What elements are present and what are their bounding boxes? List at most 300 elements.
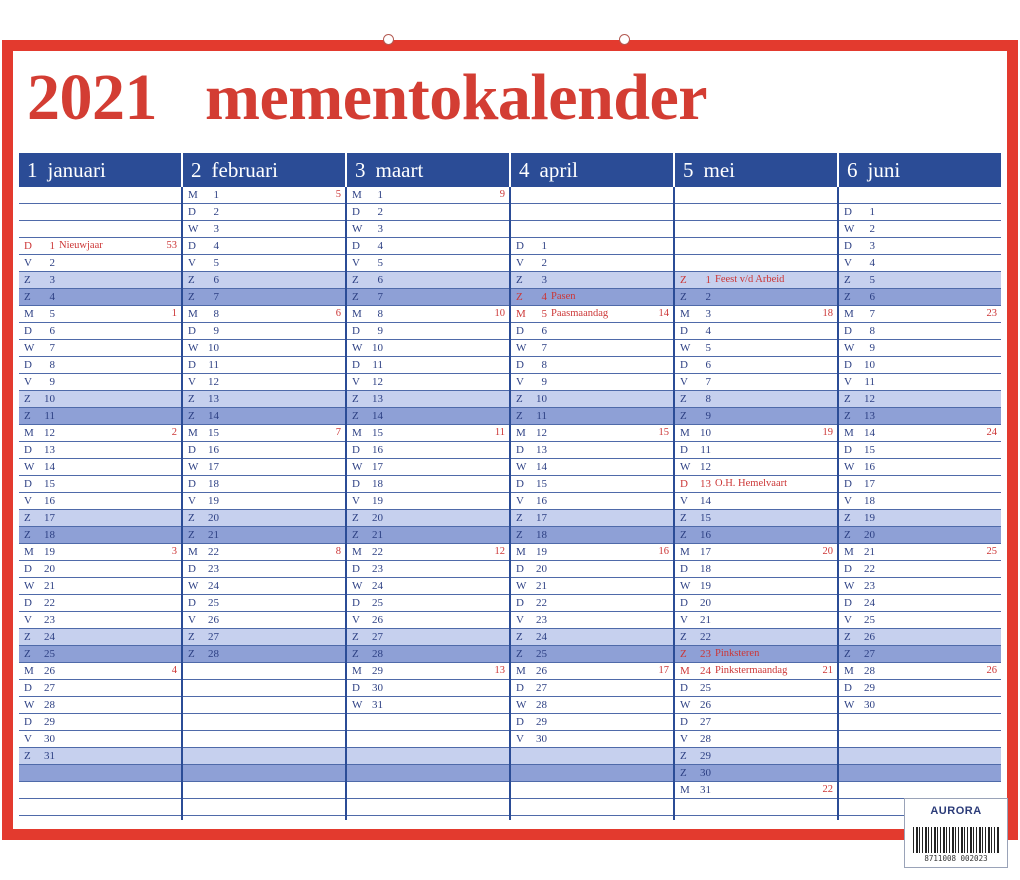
day-number: 22 — [536, 597, 547, 609]
weekday-letter: Z — [24, 393, 31, 405]
day-row — [183, 306, 345, 323]
day-number: 18 — [864, 495, 875, 507]
empty-row — [347, 799, 509, 816]
column-divider — [181, 187, 183, 820]
day-row — [675, 629, 837, 646]
day-row — [675, 357, 837, 374]
hanging-hole-left — [383, 34, 394, 45]
day-number: 27 — [44, 682, 55, 694]
day-row — [19, 663, 181, 680]
day-row — [839, 391, 1001, 408]
day-number: 12 — [864, 393, 875, 405]
weekday-letter: V — [24, 376, 32, 388]
weekday-letter: W — [188, 342, 199, 354]
holiday-label: Paasmaandag — [551, 308, 609, 319]
day-number: 5 — [213, 257, 219, 269]
empty-row — [675, 255, 837, 272]
empty-row — [347, 731, 509, 748]
day-row — [675, 731, 837, 748]
day-row — [347, 408, 509, 425]
day-number: 27 — [536, 682, 547, 694]
day-row — [347, 646, 509, 663]
day-number: 11 — [44, 410, 55, 422]
day-number: 25 — [864, 614, 875, 626]
day-row — [511, 544, 673, 561]
empty-row — [19, 204, 181, 221]
day-number: 13 — [864, 410, 875, 422]
day-number: 19 — [372, 495, 383, 507]
weekday-letter: D — [680, 325, 688, 337]
weekday-letter: D — [516, 597, 524, 609]
weekday-letter: W — [516, 342, 527, 354]
weekday-letter: Z — [516, 512, 523, 524]
day-number: 17 — [372, 461, 383, 473]
day-number: 10 — [536, 393, 547, 405]
holiday-label: O.H. Hemelvaart — [715, 478, 788, 489]
weekday-letter: D — [188, 359, 196, 371]
month-number: 5 — [683, 158, 694, 182]
day-list — [675, 187, 837, 820]
day-number: 2 — [49, 257, 55, 269]
day-number: 25 — [700, 682, 711, 694]
weekday-letter: M — [188, 308, 198, 320]
day-number: 1 — [49, 240, 55, 252]
day-number: 20 — [208, 512, 219, 524]
weekday-letter: Z — [680, 274, 687, 286]
day-row — [675, 680, 837, 697]
day-row — [183, 408, 345, 425]
day-row — [675, 408, 837, 425]
day-number: 14 — [372, 410, 383, 422]
weekday-letter: Z — [844, 512, 851, 524]
weekday-letter: V — [24, 733, 32, 745]
weekday-letter: D — [516, 359, 524, 371]
empty-row — [511, 799, 673, 816]
empty-row — [839, 782, 1001, 799]
day-row — [347, 374, 509, 391]
weekday-letter: V — [844, 614, 852, 626]
month-column — [347, 153, 509, 820]
weekday-letter: D — [352, 325, 360, 337]
weekday-letter: M — [352, 546, 362, 558]
weekday-letter: M — [352, 308, 362, 320]
weekday-letter: D — [844, 444, 852, 456]
day-row — [839, 476, 1001, 493]
week-number: 4 — [171, 665, 177, 676]
day-row — [511, 578, 673, 595]
weekday-letter: Z — [188, 410, 195, 422]
day-number: 15 — [44, 478, 55, 490]
day-row — [839, 204, 1001, 221]
brand-label — [904, 798, 1008, 868]
day-number: 3 — [213, 223, 219, 235]
day-row — [675, 493, 837, 510]
day-row — [675, 561, 837, 578]
day-row — [183, 425, 345, 442]
day-row — [675, 595, 837, 612]
holiday-label: Pinkstermaandag — [715, 665, 788, 676]
empty-row — [675, 238, 837, 255]
day-row — [347, 527, 509, 544]
day-row — [183, 493, 345, 510]
weekday-letter: Z — [352, 648, 359, 660]
day-row — [511, 289, 673, 306]
month-header — [511, 153, 673, 187]
day-list — [347, 187, 509, 820]
day-number: 6 — [705, 359, 711, 371]
weekday-letter: Z — [516, 291, 523, 303]
day-row — [675, 272, 837, 289]
day-number: 16 — [208, 444, 219, 456]
week-number: 24 — [986, 427, 997, 438]
weekday-letter: D — [516, 478, 524, 490]
day-row — [183, 340, 345, 357]
day-row — [19, 561, 181, 578]
weekday-letter: V — [188, 614, 196, 626]
day-row — [511, 374, 673, 391]
day-row — [347, 680, 509, 697]
day-number: 24 — [864, 597, 875, 609]
day-number: 24 — [208, 580, 219, 592]
weekday-letter: M — [188, 546, 198, 558]
empty-row — [511, 187, 673, 204]
day-number: 28 — [208, 648, 219, 660]
empty-row — [511, 204, 673, 221]
weekday-letter: Z — [516, 393, 523, 405]
day-row — [19, 731, 181, 748]
day-row — [675, 646, 837, 663]
day-number: 5 — [49, 308, 55, 320]
weekday-letter: V — [680, 495, 688, 507]
day-number: 19 — [208, 495, 219, 507]
day-number: 11 — [864, 376, 875, 388]
weekday-letter: D — [680, 563, 688, 575]
day-number: 4 — [213, 240, 219, 252]
day-number: 30 — [536, 733, 547, 745]
day-row — [675, 391, 837, 408]
day-row — [675, 306, 837, 323]
day-row — [675, 442, 837, 459]
week-number: 18 — [822, 308, 833, 319]
day-row — [347, 510, 509, 527]
day-number: 21 — [536, 580, 547, 592]
holiday-label: Pinksteren — [715, 648, 760, 659]
day-number: 7 — [377, 291, 383, 303]
day-number: 12 — [208, 376, 219, 388]
day-row — [839, 340, 1001, 357]
day-number: 3 — [49, 274, 55, 286]
day-row — [511, 629, 673, 646]
weekday-letter: W — [844, 223, 855, 235]
weekday-letter: M — [24, 546, 34, 558]
day-number: 13 — [536, 444, 547, 456]
day-number: 30 — [44, 733, 55, 745]
day-row — [839, 255, 1001, 272]
brand-logo: AURORA — [930, 805, 982, 817]
day-number: 2 — [541, 257, 547, 269]
month-header — [839, 153, 1001, 187]
day-number: 3 — [377, 223, 383, 235]
weekday-letter: D — [188, 206, 196, 218]
week-number: 9 — [499, 189, 505, 200]
barcode-icon — [913, 827, 999, 853]
day-number: 15 — [208, 427, 219, 439]
weekday-letter: M — [680, 427, 690, 439]
day-number: 29 — [864, 682, 875, 694]
empty-row — [183, 697, 345, 714]
weekday-letter: Z — [844, 631, 851, 643]
weekday-letter: D — [352, 206, 360, 218]
day-row — [675, 527, 837, 544]
day-row — [839, 697, 1001, 714]
day-number: 18 — [44, 529, 55, 541]
day-number: 6 — [377, 274, 383, 286]
day-number: 17 — [700, 546, 711, 558]
weekday-letter: Z — [516, 648, 523, 660]
weekday-letter: D — [516, 325, 524, 337]
weekday-letter: W — [352, 580, 363, 592]
day-row — [347, 425, 509, 442]
weekday-letter: W — [844, 461, 855, 473]
empty-row — [675, 204, 837, 221]
calendar-title: 2021 mementokalender — [27, 61, 708, 134]
day-row — [511, 459, 673, 476]
day-row — [347, 697, 509, 714]
empty-row — [511, 748, 673, 765]
day-row — [839, 646, 1001, 663]
day-number: 16 — [372, 444, 383, 456]
day-row — [675, 340, 837, 357]
day-row — [347, 255, 509, 272]
empty-row — [675, 187, 837, 204]
day-row — [839, 374, 1001, 391]
day-number: 2 — [213, 206, 219, 218]
day-row — [511, 697, 673, 714]
weekday-letter: W — [680, 461, 691, 473]
day-row — [183, 646, 345, 663]
weekday-letter: D — [188, 325, 196, 337]
empty-row — [511, 765, 673, 782]
day-row — [19, 476, 181, 493]
week-number: 26 — [986, 665, 997, 676]
weekday-letter: D — [352, 682, 360, 694]
weekday-letter: D — [844, 682, 852, 694]
month-number: 6 — [847, 158, 858, 182]
day-row — [19, 357, 181, 374]
week-number: 25 — [986, 546, 997, 557]
day-row — [511, 442, 673, 459]
day-row — [347, 459, 509, 476]
day-row — [511, 306, 673, 323]
month-number: 1 — [27, 158, 38, 182]
weekday-letter: D — [24, 682, 32, 694]
empty-row — [839, 714, 1001, 731]
weekday-letter: V — [188, 376, 196, 388]
day-row — [675, 544, 837, 561]
day-number: 27 — [700, 716, 711, 728]
weekday-letter: D — [188, 478, 196, 490]
day-row — [511, 493, 673, 510]
weekday-letter: D — [352, 359, 360, 371]
barcode-number: 8711008 002023 — [924, 854, 988, 863]
empty-row — [347, 714, 509, 731]
day-row — [675, 578, 837, 595]
day-number: 28 — [536, 699, 547, 711]
day-number: 9 — [49, 376, 55, 388]
weekday-letter: Z — [680, 631, 687, 643]
day-number: 15 — [700, 512, 711, 524]
day-number: 15 — [536, 478, 547, 490]
weekday-letter: Z — [352, 274, 359, 286]
day-number: 2 — [377, 206, 383, 218]
month-name: februari — [211, 158, 278, 182]
month-grid — [19, 153, 1009, 820]
day-number: 9 — [705, 410, 711, 422]
day-row — [839, 510, 1001, 527]
day-number: 8 — [541, 359, 547, 371]
day-number: 7 — [49, 342, 55, 354]
day-number: 4 — [869, 257, 875, 269]
day-row — [19, 289, 181, 306]
column-divider — [509, 187, 511, 820]
day-number: 8 — [377, 308, 383, 320]
day-number: 27 — [864, 648, 875, 660]
weekday-letter: V — [844, 495, 852, 507]
day-row — [347, 357, 509, 374]
day-number: 22 — [864, 563, 875, 575]
day-row — [839, 561, 1001, 578]
day-number: 21 — [208, 529, 219, 541]
weekday-letter: Z — [352, 291, 359, 303]
day-number: 11 — [700, 444, 711, 456]
weekday-letter: V — [352, 495, 360, 507]
day-row — [183, 527, 345, 544]
empty-row — [183, 782, 345, 799]
weekday-letter: V — [352, 257, 360, 269]
day-list — [19, 187, 181, 820]
weekday-letter: W — [188, 580, 199, 592]
weekday-letter: D — [24, 359, 32, 371]
weekday-letter: Z — [24, 631, 31, 643]
day-number: 6 — [49, 325, 55, 337]
day-row — [839, 357, 1001, 374]
day-row — [183, 544, 345, 561]
empty-row — [183, 714, 345, 731]
day-number: 4 — [541, 291, 547, 303]
week-number: 1 — [171, 308, 177, 319]
day-row — [19, 374, 181, 391]
weekday-letter: Z — [844, 274, 851, 286]
day-number: 9 — [377, 325, 383, 337]
weekday-letter: Z — [352, 631, 359, 643]
month-column — [839, 153, 1001, 820]
day-number: 19 — [44, 546, 55, 558]
weekday-letter: Z — [352, 393, 359, 405]
weekday-letter: D — [24, 325, 32, 337]
weekday-letter: V — [516, 257, 524, 269]
week-number: 19 — [822, 427, 833, 438]
empty-row — [511, 221, 673, 238]
weekday-letter: D — [352, 478, 360, 490]
day-row — [183, 221, 345, 238]
day-number: 22 — [44, 597, 55, 609]
day-number: 22 — [372, 546, 383, 558]
day-number: 7 — [541, 342, 547, 354]
day-row — [347, 204, 509, 221]
day-row — [839, 493, 1001, 510]
day-number: 25 — [208, 597, 219, 609]
weekday-letter: M — [516, 546, 526, 558]
day-number: 15 — [864, 444, 875, 456]
weekday-letter: Z — [516, 631, 523, 643]
weekday-letter: M — [188, 427, 198, 439]
day-row — [511, 731, 673, 748]
day-row — [839, 595, 1001, 612]
day-row — [347, 544, 509, 561]
column-divider — [345, 187, 347, 820]
weekday-letter: D — [352, 444, 360, 456]
day-row — [19, 238, 181, 255]
day-row — [183, 204, 345, 221]
day-number: 17 — [536, 512, 547, 524]
month-name: maart — [375, 158, 424, 182]
day-number: 3 — [705, 308, 711, 320]
weekday-letter: Z — [24, 410, 31, 422]
day-row — [19, 527, 181, 544]
day-number: 13 — [44, 444, 55, 456]
month-number: 2 — [191, 158, 202, 182]
day-number: 13 — [208, 393, 219, 405]
weekday-letter: W — [24, 461, 35, 473]
weekday-letter: M — [352, 427, 362, 439]
weekday-letter: W — [680, 580, 691, 592]
weekday-letter: D — [352, 563, 360, 575]
day-row — [19, 697, 181, 714]
day-number: 14 — [700, 495, 711, 507]
day-row — [511, 646, 673, 663]
day-row — [347, 306, 509, 323]
weekday-letter: D — [352, 597, 360, 609]
day-row — [511, 238, 673, 255]
day-number: 24 — [700, 665, 711, 677]
week-number: 53 — [166, 240, 177, 251]
day-row — [511, 476, 673, 493]
day-row — [19, 646, 181, 663]
weekday-letter: Z — [516, 410, 523, 422]
day-row — [511, 510, 673, 527]
day-row — [347, 272, 509, 289]
week-number: 15 — [658, 427, 669, 438]
weekday-letter: W — [352, 342, 363, 354]
weekday-letter: Z — [680, 291, 687, 303]
day-number: 1 — [705, 274, 711, 286]
weekday-letter: Z — [188, 274, 195, 286]
weekday-letter: D — [844, 359, 852, 371]
day-number: 26 — [208, 614, 219, 626]
calendar-sheet — [13, 51, 1007, 863]
weekday-letter: M — [516, 427, 526, 439]
empty-row — [839, 748, 1001, 765]
day-row — [19, 459, 181, 476]
day-row — [675, 697, 837, 714]
month-column — [19, 153, 181, 820]
day-row — [839, 238, 1001, 255]
month-header — [183, 153, 345, 187]
day-number: 12 — [372, 376, 383, 388]
day-row — [511, 527, 673, 544]
day-number: 26 — [700, 699, 711, 711]
weekday-letter: Z — [516, 529, 523, 541]
